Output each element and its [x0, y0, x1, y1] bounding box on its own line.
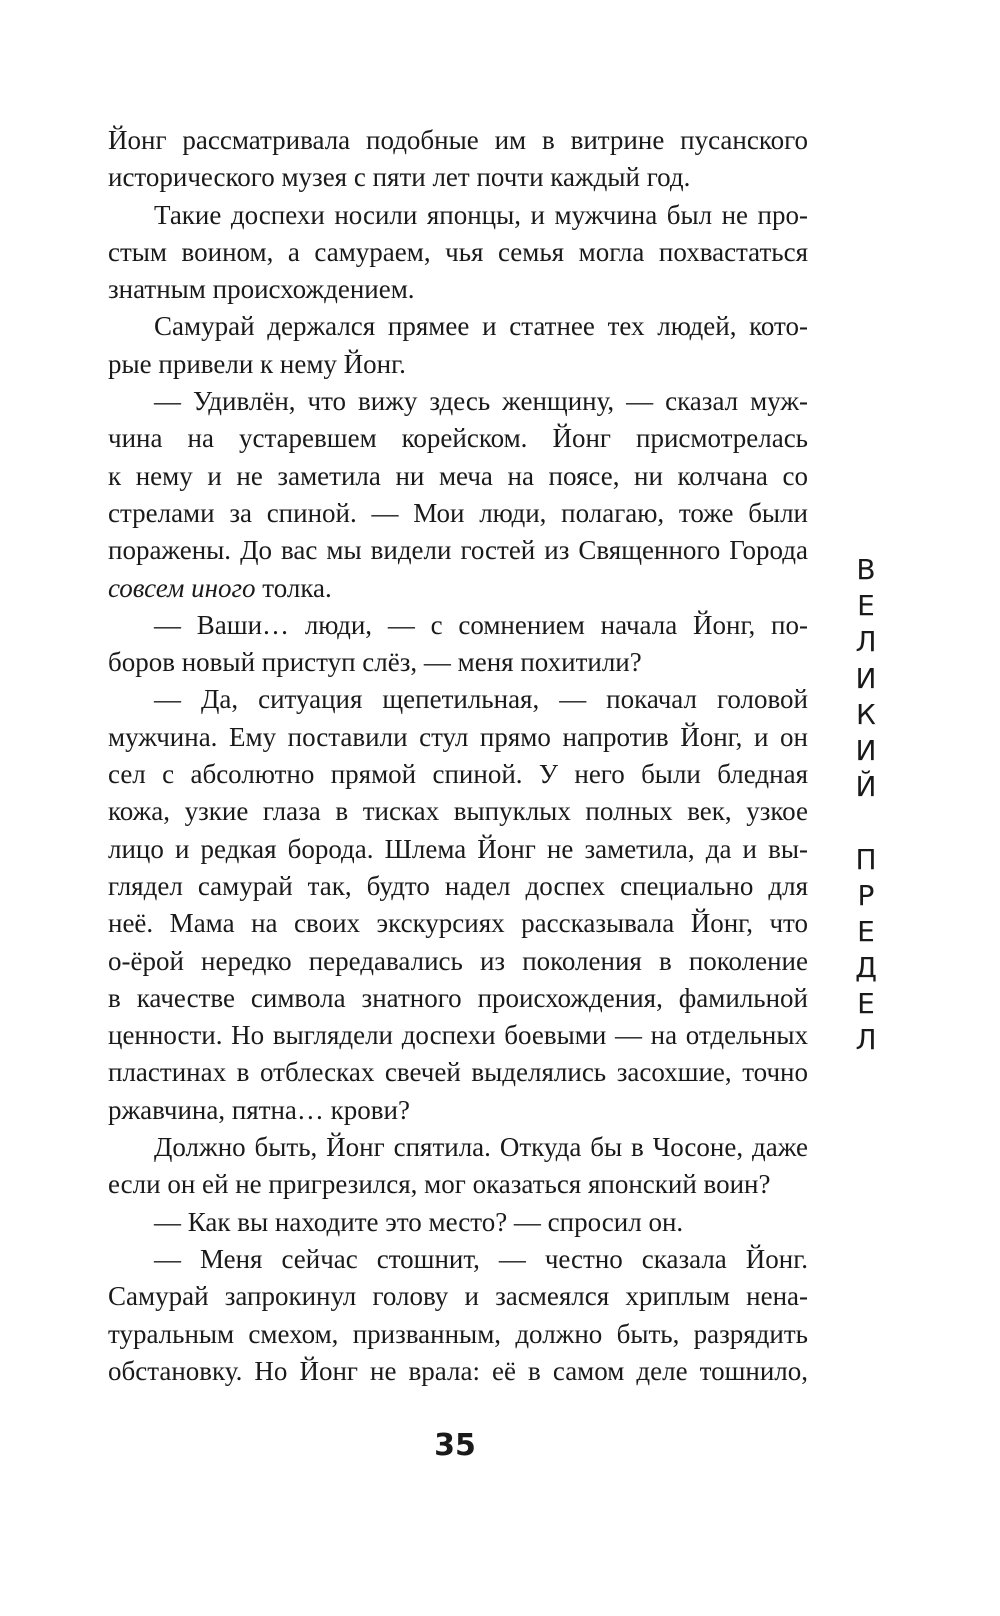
text-line: Самурай держался прямее и статнее тех людей, кото-: [154, 311, 808, 342]
text-line: Самурай запрокинул голову и засмеялся хриплым нена-: [108, 1281, 808, 1312]
text-line: глядел самурай так, будто надел доспех специально для: [108, 870, 808, 901]
title-letter: В: [856, 553, 876, 586]
title-letter: И: [855, 661, 877, 695]
text-fragment: толка.: [255, 572, 332, 603]
title-letter: Р: [857, 878, 875, 912]
text-line: Йонг рассматривала подобные им в витрине пусанского: [108, 125, 808, 155]
text-line: — Удивлён, что вижу здесь женщину, — сказал муж-: [154, 386, 808, 417]
text-line: ржавчина, пятна… крови?: [108, 1094, 410, 1125]
text-line: стрелами за спиной. — Мои люди, полагаю, тоже были: [108, 497, 808, 528]
text-line: сел с абсолютно прямой спиной. У него были бледная: [108, 759, 808, 790]
text-line: — Меня сейчас стошнит, — честно сказала Йонг.: [154, 1243, 808, 1274]
emphasis-text: совсем иного: [108, 572, 256, 603]
title-letter: К: [856, 697, 876, 731]
text-line: ценности. Но выглядели доспехи боевыми — на отдельных: [108, 1020, 808, 1051]
text-line: в качестве символа знатного происхождения, фамильной: [108, 982, 808, 1013]
title-letter: Д: [855, 951, 877, 985]
text-line: боров новый приступ слёз, — меня похитили?: [108, 647, 642, 678]
page-number: 35: [434, 1428, 476, 1463]
text-line: неё. Мама на своих экскурсиях рассказывала Йонг, что: [108, 908, 808, 939]
text-line: пластинах в отблесках свечей выделялись засохшие, точно: [108, 1057, 808, 1088]
text-line: — Ваши… люди, — с сомнением начала Йонг, по-: [154, 609, 808, 640]
text-line: обстановку. Но Йонг не врала: её в самом деле тошнило,: [108, 1355, 808, 1386]
text-line: чина на устаревшем корейском. Йонг присмотрелась: [108, 423, 808, 454]
title-word-gap: [846, 805, 886, 841]
title-letter: Е: [857, 987, 875, 1021]
text-line: кожа, узкие глаза в тисках выпуклых полных век, узкое: [108, 796, 808, 827]
text-line: Такие доспехи носили японцы, и мужчина был не про-: [154, 199, 808, 230]
text-line: лицо и редкая борода. Шлема Йонг не заметила, да и вы-: [108, 833, 808, 864]
text-line: — Как вы находите это место? — спросил он.: [154, 1206, 684, 1237]
text-line: поражены. До вас мы видели гостей из Священного Города: [108, 535, 808, 566]
title-letter: Е: [857, 914, 875, 948]
text-line: туральным смехом, призванным, должно быть, разрядить: [108, 1318, 808, 1349]
title-letter: Й: [855, 770, 877, 804]
text-line: рые привели к нему Йонг.: [108, 348, 406, 379]
text-line: к нему и не заметила ни меча на поясе, ни колчана со: [108, 460, 808, 491]
running-title: [846, 552, 886, 1059]
body-text: [108, 122, 808, 1390]
title-letter: И: [855, 733, 877, 767]
text-line: Должно быть, Йонг спятила. Откуда бы в Чосоне, даже: [154, 1132, 808, 1163]
text-line: если он ей не пригрезился, мог оказаться японский воин?: [108, 1169, 771, 1200]
title-letter: П: [855, 842, 877, 876]
text-line: мужчина. Ему поставили стул прямо напротив Йонг, и он: [108, 721, 808, 752]
text-line: стым воином, а самураем, чья семья могла похвастаться: [108, 236, 808, 267]
title-letter: Л: [855, 1023, 877, 1057]
text-line: [108, 570, 808, 607]
text-line: исторического музея с пяти лет почти каждый год.: [108, 162, 691, 193]
text-line: о-ёрой нередко передавались из поколения в поколение: [108, 945, 808, 976]
title-letter: Л: [855, 625, 877, 659]
text-line: знатным происхождением.: [108, 274, 415, 305]
text-line: — Да, ситуация щепетильная, — покачал головой: [154, 684, 808, 715]
title-letter: Е: [857, 589, 875, 623]
